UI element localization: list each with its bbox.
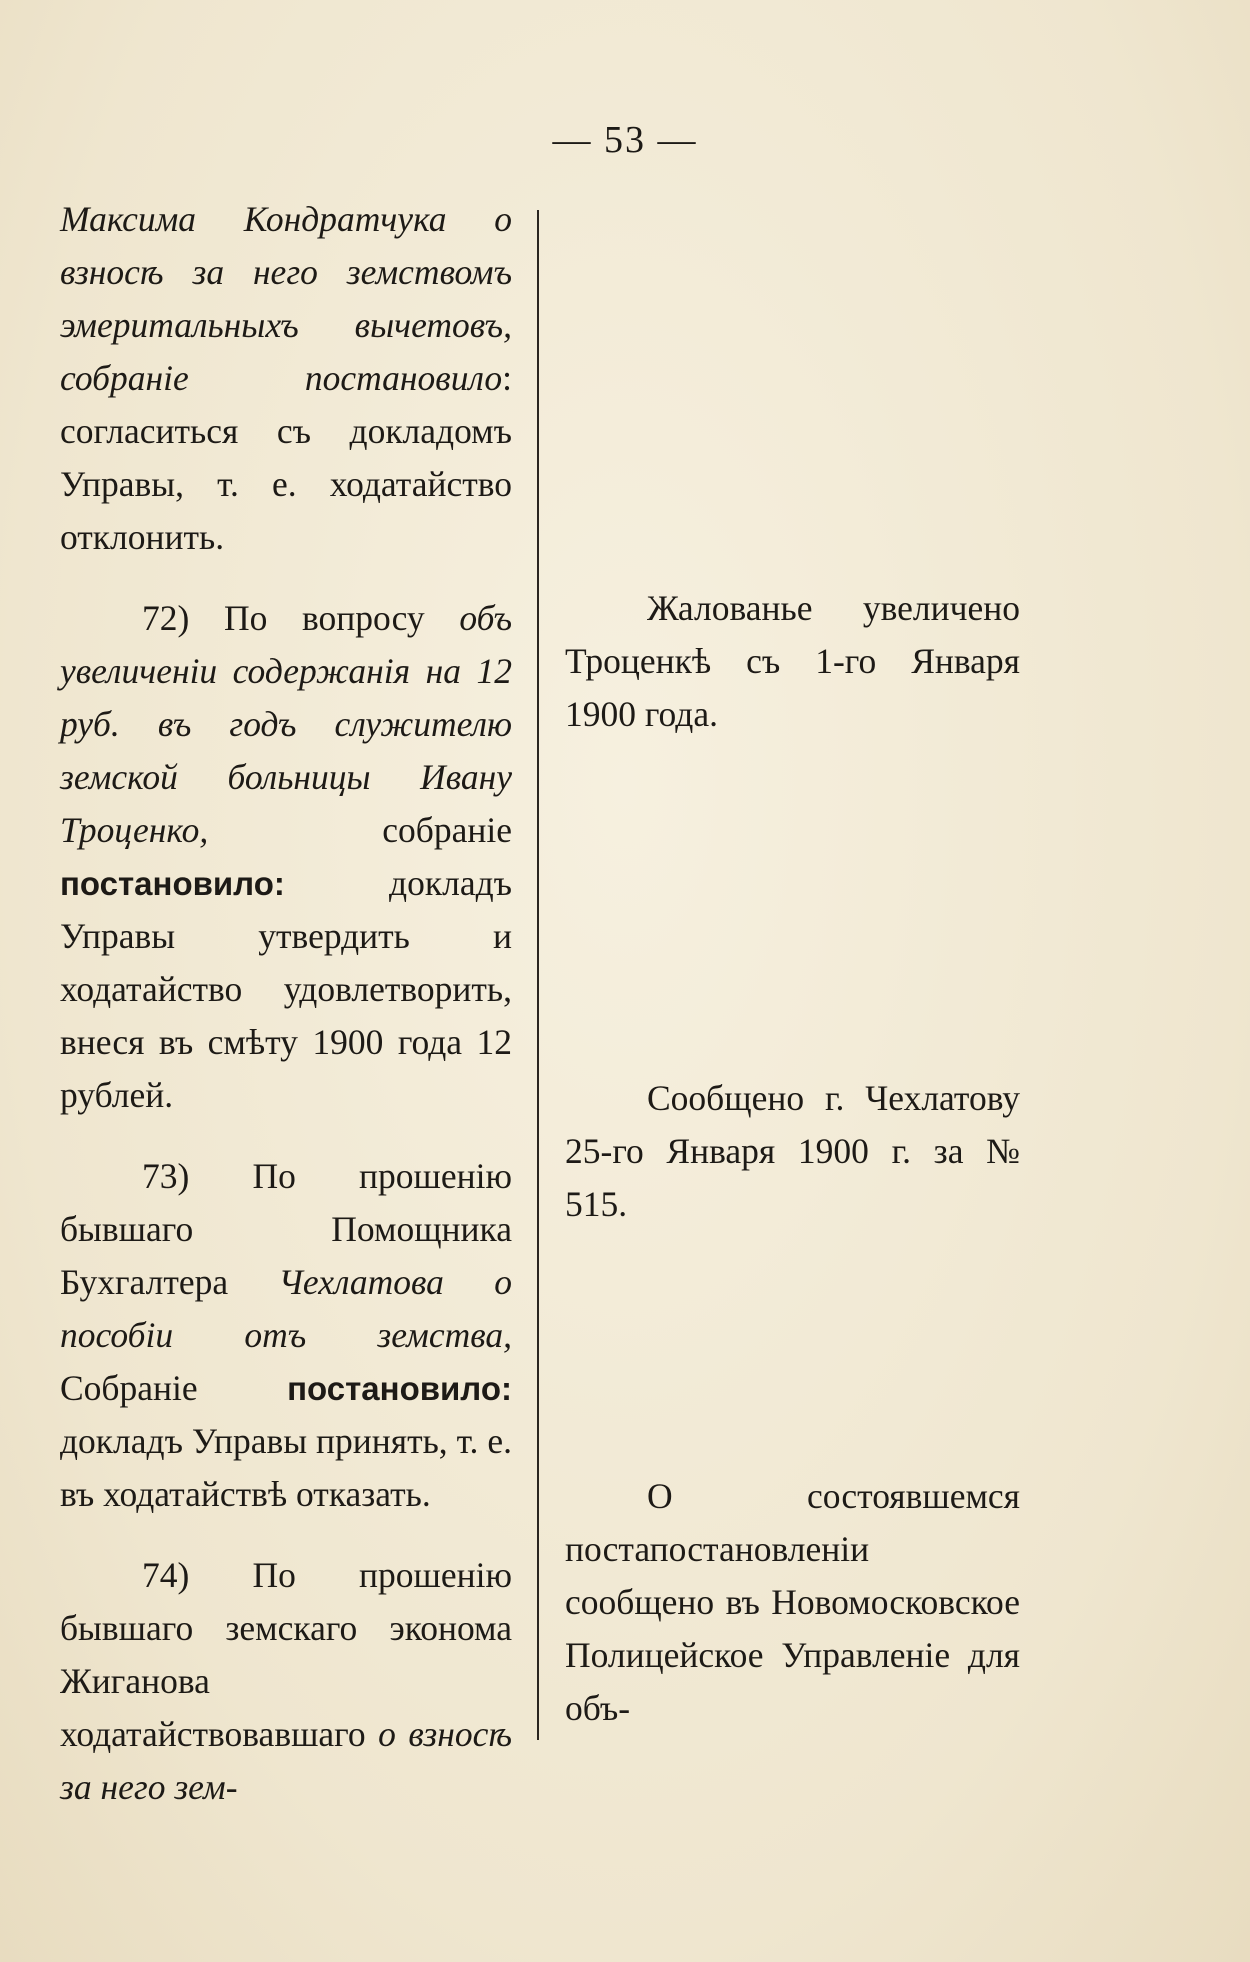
right-note-1-text: Жалованье увеличено Троценкѣ съ 1-го Января 1900 года. <box>565 588 1020 734</box>
right-note-2-text: Сообщено г. Чехлатову 25-го Января 1900 г. за № 515. <box>565 1078 1020 1224</box>
paragraph-74 <box>60 1549 512 1814</box>
right-note-1 <box>565 582 1020 741</box>
paragraph-72-text-c: докладъ Управы утвердить и ходатайство удовлетворить, внеся въ смѣту 1900 года 12 рублей. <box>60 863 512 1115</box>
paragraph-71-italic: Максима Кондратчука о взносѣ за него земствомъ эмеритальныхъ вычетовъ, собраніе постановило <box>60 199 512 398</box>
paragraph-74-number: 74) <box>142 1555 190 1595</box>
paragraph-73-text-c: докладъ Управы принять, т. е. въ ходатайствѣ отказать. <box>60 1421 512 1514</box>
paragraph-72 <box>60 592 512 1122</box>
paragraph-73-text-b: Собраніе <box>60 1368 198 1408</box>
page-number: — 53 — <box>552 119 698 161</box>
paragraph-72-bold: постановило: <box>60 865 285 902</box>
paragraph-73-italic: Чехлатова о пособіи отъ земства, <box>60 1262 512 1355</box>
paragraph-72-number: 72) <box>142 598 190 638</box>
paragraph-73-bold: постановило: <box>287 1370 512 1407</box>
paragraph-71-text: : согласиться съ докладомъ Управы, т. е. ходатайство отклонить. <box>60 358 512 557</box>
paragraph-73-number: 73) <box>142 1156 190 1196</box>
paragraph-71 <box>60 193 512 564</box>
right-note-3 <box>565 1470 1020 1735</box>
column-divider <box>537 210 539 1740</box>
paragraph-74-text: По прошенію бывшаго земскаго эконома Жиганова ходатайствовавшаго <box>60 1555 512 1754</box>
paragraph-72-italic: объ увеличеніи содержанія на 12 руб. въ годъ служителю земской больницы Ивану Троценко, <box>60 598 513 850</box>
paragraph-73-text-a: По прошенію бывшаго Помощника Бухгалтера <box>60 1156 512 1302</box>
right-note-2 <box>565 1072 1020 1231</box>
left-column <box>60 193 512 1814</box>
paragraph-74-italic: о взносѣ за него зем- <box>60 1714 513 1807</box>
paragraph-72-text-b: собраніе <box>382 810 512 850</box>
right-note-3-text: О состоявшемся постапостановленіи сообщено въ Новомосковское Полицейское Управленіе для объ- <box>565 1476 1020 1728</box>
paragraph-72-text-a: По вопросу <box>223 598 425 638</box>
paragraph-73 <box>60 1150 512 1521</box>
